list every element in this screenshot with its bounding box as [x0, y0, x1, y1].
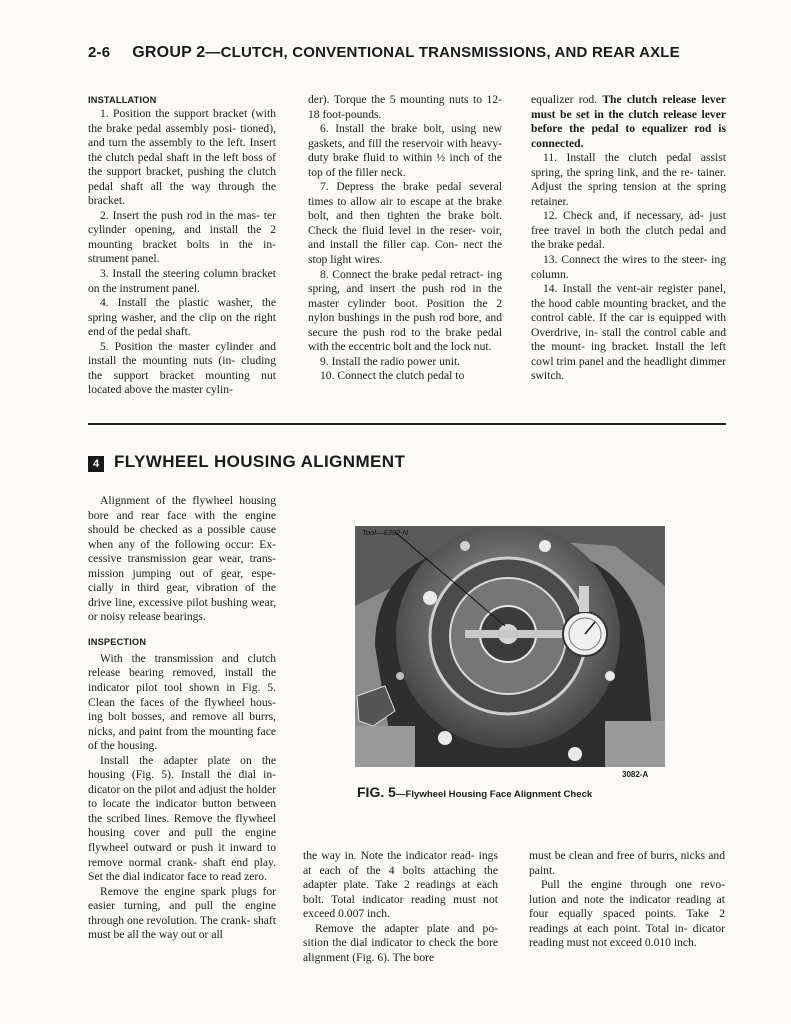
figure-id: 3082-A [622, 770, 649, 779]
paragraph: must be clean and free of burrs, nicks and paint. [529, 849, 725, 877]
paragraph: 7. Depress the brake pedal several times to allow air to escape at the brake bolt, and then tighten the brake bolt. Check the fluid level in the reser- voir, and install the filler cap. Con- nect the stop light wires. [308, 180, 502, 267]
section-divider [88, 423, 726, 425]
section-number-badge: 4 [88, 456, 104, 472]
paragraph: Remove the adapter plate and po- sition the dial indicator to check the bore alignment (Fig. 6). The bore [303, 921, 498, 964]
paragraph: Install the adapter plate on the housing (Fig. 5). Install the dial in- dicator on the pilot and adjust the holder to locate the indicator button between the scribed lines. Remove the flywheel housing cover and pull the engine flywheel outward or push it inward to remove normal crank- shaft end play. Set the dial indicator face to read zero. [88, 753, 276, 884]
paragraph [531, 93, 726, 151]
paragraph: 6. Install the brake bolt, using new gaskets, and fill the reservoir with heavy-duty brake fluid to within ½ inch of the top of the filler neck. [308, 122, 502, 179]
paragraph: Remove the engine spark plugs for easier turning, and pull the engine through one revolution. The crank- shaft must be all the way out or all [88, 884, 276, 942]
section-column-1 [88, 494, 276, 943]
warning-text: The clutch release lever must be set in the clutch release lever before the pedal to equalizer rod is connected. [531, 93, 726, 150]
paragraph-intro: equalizer rod. [531, 93, 603, 106]
group-label: GROUP 2 [132, 44, 206, 61]
paragraph: 5. Position the master cylinder and install the mounting nuts (in- cluding the support bracket mounting nut located above the master cylin- [88, 339, 276, 397]
installation-column-3 [531, 93, 726, 384]
figure-caption [357, 784, 592, 800]
section-column-3 [529, 849, 725, 951]
paragraph: 9. Install the radio power unit. [320, 354, 461, 368]
figure-number: FIG. 5 [357, 784, 396, 800]
paragraph: Alignment of the flywheel housing bore and rear face with the engine should be checked as a possible cause when any of the following occur: Ex- cessive transmission gear wear, trans- mission jumping out of gear, espe- cially in third gear, vibration of the drive line, excessive pilot bushing wear, or noisy release bearings. [88, 494, 276, 624]
paragraph: With the transmission and clutch release bearing removed, install the indicator pilot tool shown in Fig. 5. Clean the faces of the flywheel hous- ing bolt bosses, and remove all burrs, nicks, and paint from the mounting face of the housing. [88, 651, 276, 753]
paragraph: der). Torque the 5 mounting nuts to 12-18 foot-pounds. [308, 93, 502, 121]
tool-label: Tool—6392-N [362, 528, 408, 537]
section-title: FLYWHEEL HOUSING ALIGNMENT [114, 452, 406, 471]
paragraph: 3. Install the steering column bracket on the instrument panel. [88, 267, 276, 295]
paragraph: 14. Install the vent-air register panel, the hood cable mounting bracket, and the control cable. If the car is equipped with Overdrive, in- stall the control cable and the mount- ing bracket. Install the left cowl trim panel and the headlight dimmer switch. [531, 282, 726, 383]
photo-illustration [355, 526, 665, 767]
inspection-heading: INSPECTION [88, 636, 147, 647]
paragraph: Pull the engine through one revo- lution and note the indicator reading at four equally spaced points. Take 2 readings at each point. Total in- dicator reading must not exceed 0.010 inch. [529, 878, 725, 950]
page-number: 2-6 [88, 44, 111, 61]
installation-column-1 [88, 93, 276, 398]
paragraph: 10. Connect the clutch pedal to [320, 369, 465, 383]
page-header [88, 44, 680, 62]
paragraph: 11. Install the clutch pedal assist spring, the spring link, and the re- tainer. Adjust the spring tension at the spring retainer. [531, 151, 726, 208]
installation-heading: INSTALLATION [88, 95, 157, 105]
section-column-2 [303, 849, 498, 965]
paragraph: 8. Connect the brake pedal retract- ing spring, and insert the push rod in the master cylinder boot. Position the 2 nylon bushings in the push rod bore, and secure the push rod to the brake pedal with the eccentric bolt and the lock nut. [308, 267, 502, 354]
figure-caption-text: —Flywheel Housing Face Alignment Check [395, 789, 593, 800]
paragraph: 4. Install the plastic washer, the spring washer, and the clip on the right end of the pedal shaft. [88, 296, 276, 339]
paragraph: 1. Position the support bracket (with the brake pedal assembly posi- tioned), and turn the assembly to the left. Insert the clutch pedal shaft in the left boss of the support bracket, pushing the clutch pedal shaft all the way through the bracket. [88, 107, 276, 208]
paragraph: the way in. Note the indicator read- ings at each of the 4 bolts attaching the adapter plate. Take 2 readings at each bolt. Total indicator reading must not exceed 0.007 inch. [303, 849, 498, 921]
flywheel-housing-photo [355, 526, 665, 767]
paragraph: 13. Connect the wires to the steer- ing column. [531, 253, 726, 281]
paragraph: 2. Insert the push rod in the mas- ter cylinder opening, and install the 2 mounting bracket bolts in the in- strument panel. [88, 208, 276, 266]
paragraph: 12. Check and, if necessary, ad- just free travel in both the clutch pedal and the brake pedal. [531, 209, 726, 252]
header-title: —CLUTCH, CONVENTIONAL TRANSMISSIONS, AND REAR AXLE [205, 44, 680, 61]
installation-column-2 [308, 93, 502, 384]
